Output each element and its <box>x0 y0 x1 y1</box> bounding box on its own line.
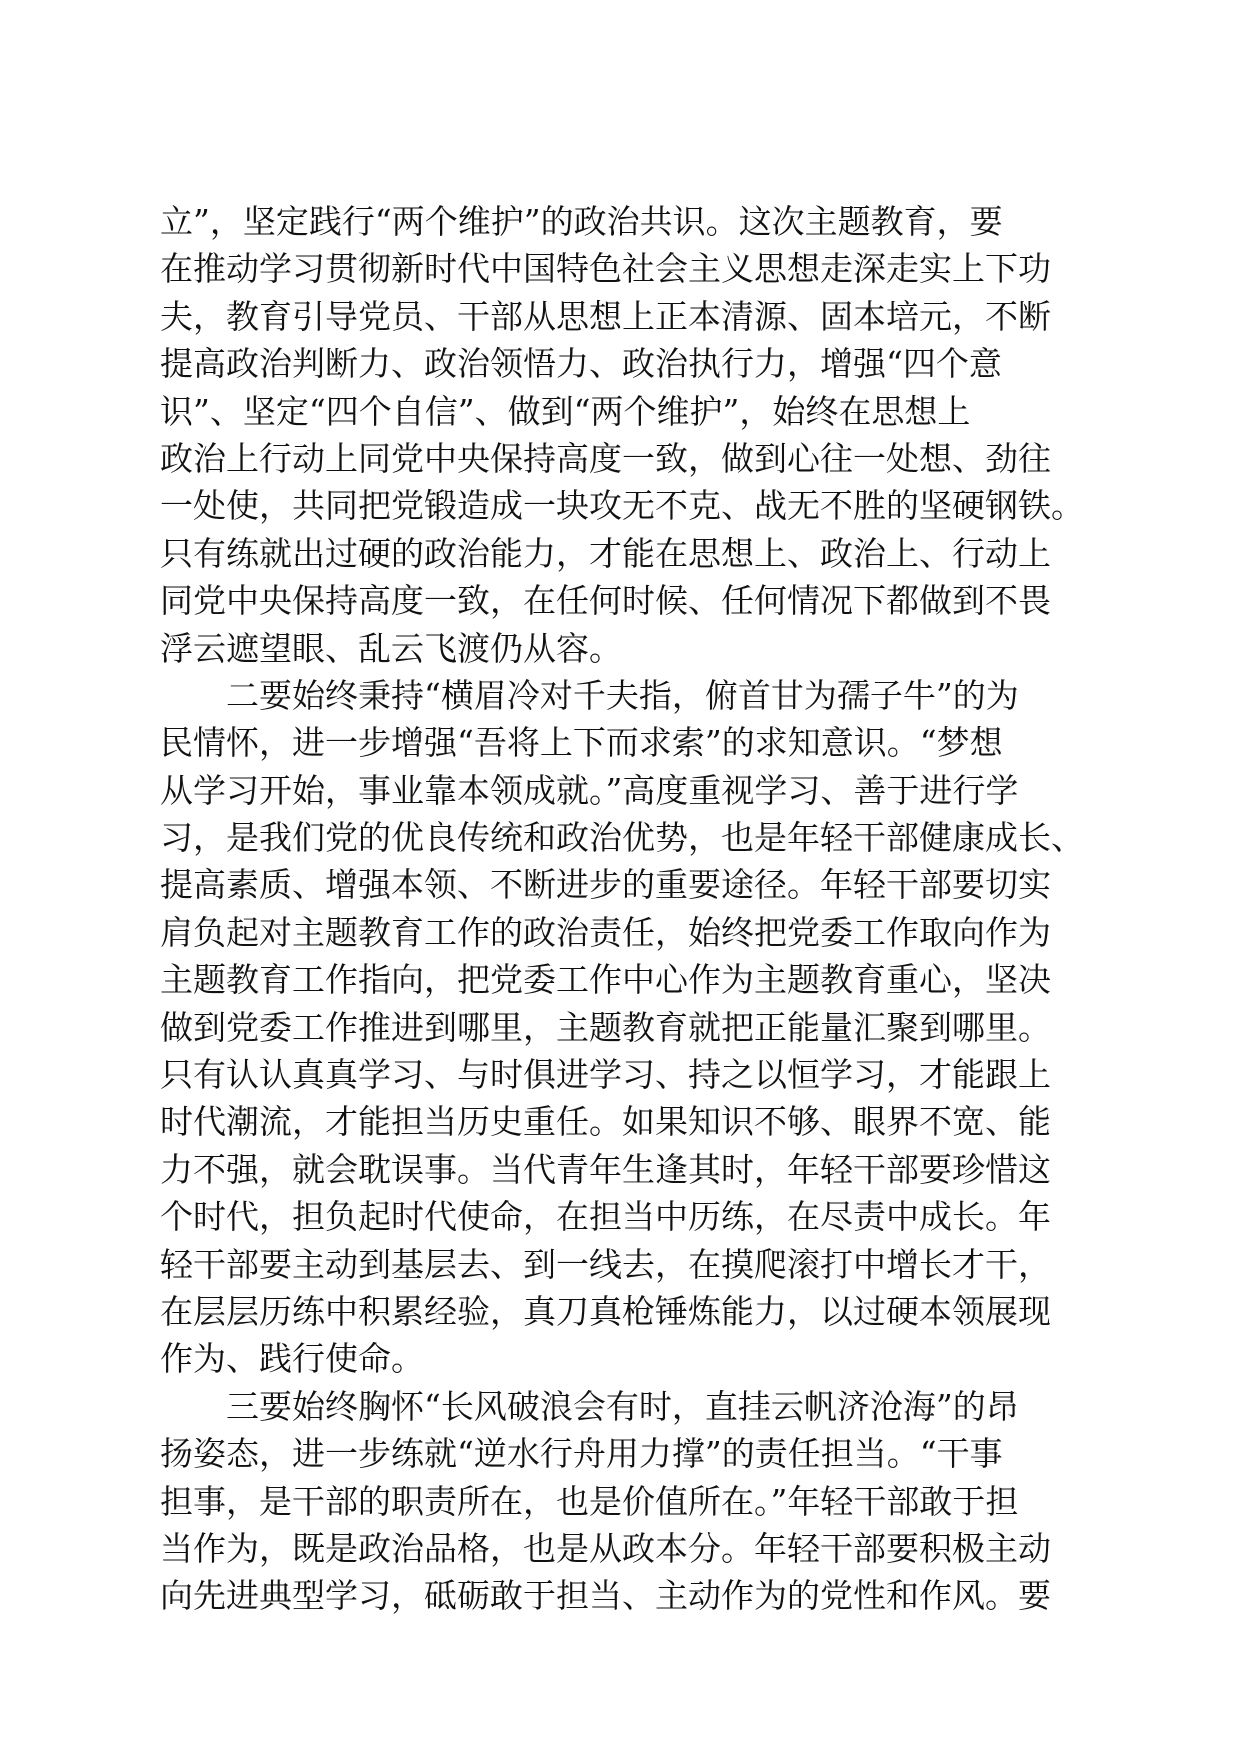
text-line: 习，是我们党的优良传统和政治优势，也是年轻干部健康成长、 <box>160 818 1084 858</box>
body-text <box>160 198 1100 1620</box>
text-line: 提高素质、增强本领、不断进步的重要途径。年轻干部要切实 <box>160 865 1051 905</box>
text-line: 力不强，就会耽误事。当代青年生逢其时，年轻干部要珍惜这 <box>160 1149 1051 1189</box>
text-line: 浮云遮望眼、乱云飞渡仍从容。 <box>160 628 622 668</box>
text-line: 主题教育工作指向，把党委工作中心作为主题教育重心，坚决 <box>160 960 1051 1000</box>
text-line: 同党中央保持高度一致，在任何时候、任何情况下都做到不畏 <box>160 581 1051 621</box>
text-line: 政治上行动上同党中央保持高度一致，做到心往一处想、劲往 <box>160 438 1051 478</box>
text-line: 向先进典型学习，砥砺敢于担当、主动作为的党性和作风。要 <box>160 1576 1051 1616</box>
text-line: 二要始终秉持“横眉冷对千夫指，俯首甘为孺子牛”的为 <box>160 675 1019 715</box>
text-line: 时代潮流，才能担当历史重任。如果知识不够、眼界不宽、能 <box>160 1102 1051 1142</box>
text-line: 个时代，担负起时代使命，在担当中历练，在尽责中成长。年 <box>160 1197 1051 1237</box>
text-line: 提高政治判断力、政治领悟力、政治执行力，增强“四个意 <box>160 344 1002 384</box>
text-line: 轻干部要主动到基层去、到一线去，在摸爬滚打中增长才干， <box>160 1244 1051 1284</box>
text-line: 在推动学习贯彻新时代中国特色社会主义思想走深走实上下功 <box>160 249 1051 289</box>
text-line: 在层层历练中积累经验，真刀真枪锤炼能力，以过硬本领展现 <box>160 1291 1051 1331</box>
text-line: 做到党委工作推进到哪里，主题教育就把正能量汇聚到哪里。 <box>160 1007 1051 1047</box>
text-line: 三要始终胸怀“长风破浪会有时，直挂云帆济沧海”的昂 <box>160 1386 1019 1426</box>
text-line: 从学习开始，事业靠本领成就。”高度重视学习、善于进行学 <box>160 770 1019 810</box>
text-line: 只有练就出过硬的政治能力，才能在思想上、政治上、行动上 <box>160 533 1051 573</box>
text-line: 只有认认真真学习、与时俱进学习、持之以恒学习，才能跟上 <box>160 1055 1051 1095</box>
text-line: 识”、坚定“四个自信”、做到“两个维护”，始终在思想上 <box>160 391 971 431</box>
text-line: 肩负起对主题教育工作的政治责任，始终把党委工作取向作为 <box>160 912 1051 952</box>
text-line: 夫，教育引导党员、干部从思想上正本清源、固本培元，不断 <box>160 296 1051 336</box>
text-line: 扬姿态，进一步练就“逆水行舟用力撑”的责任担当。“干事 <box>160 1434 1003 1474</box>
text-line: 民情怀，进一步增强“吾将上下而求索”的求知意识。“梦想 <box>160 723 1003 763</box>
text-line: 作为、践行使命。 <box>160 1339 424 1379</box>
text-line: 当作为，既是政治品格，也是从政本分。年轻干部要积极主动 <box>160 1528 1051 1568</box>
text-line: 担事，是干部的职责所在，也是价值所在。”年轻干部敢于担 <box>160 1481 1019 1521</box>
text-line: 一处使，共同把党锻造成一块攻无不克、战无不胜的坚硬钢铁。 <box>160 486 1084 526</box>
text-line: 立”，坚定践行“两个维护”的政治共识。这次主题教育，要 <box>160 202 1003 241</box>
